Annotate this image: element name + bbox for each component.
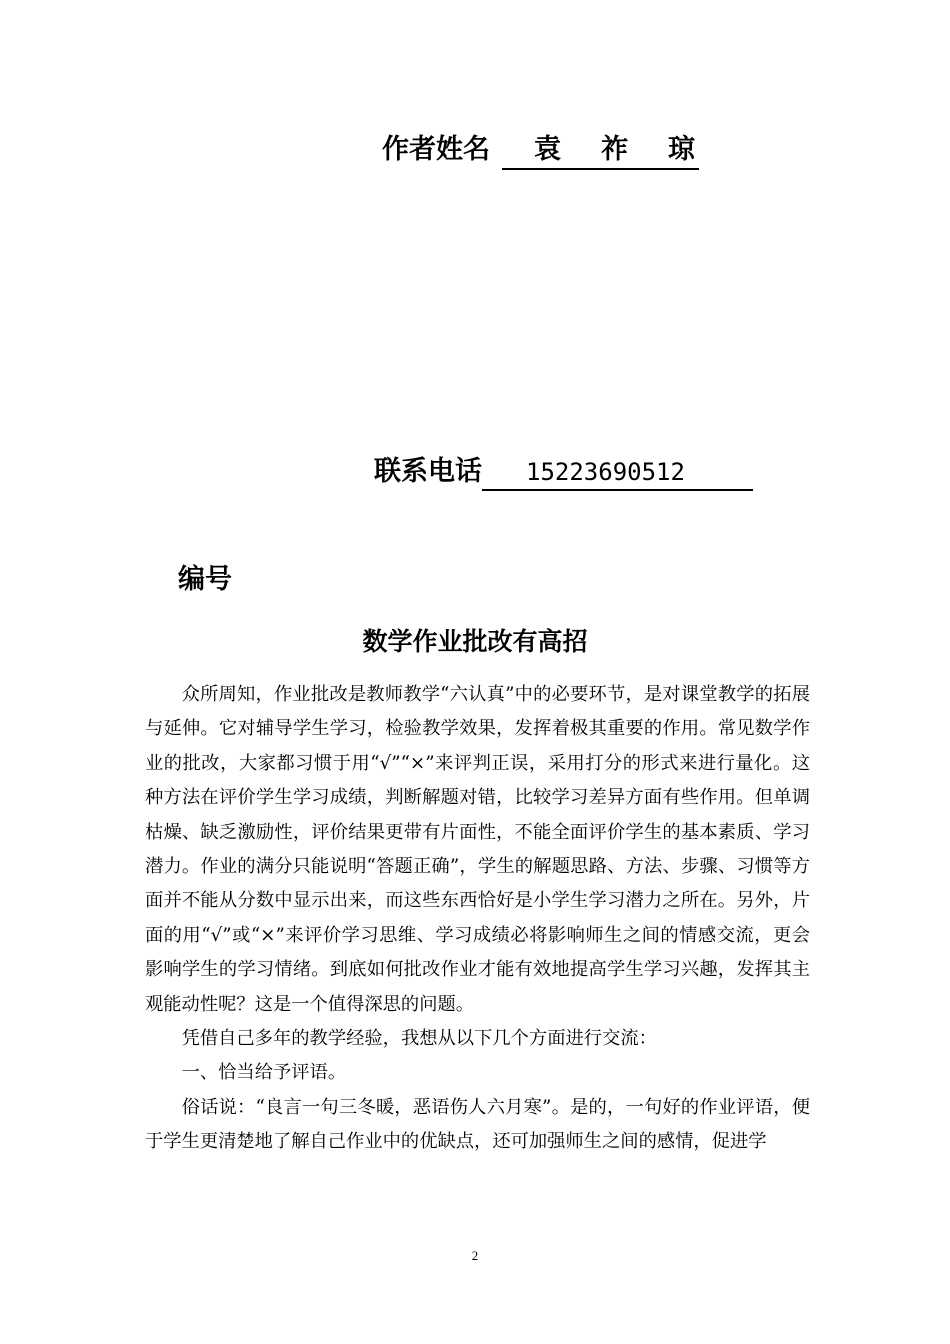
body-paragraph: 凭借自己多年的教学经验，我想从以下几个方面进行交流：: [181, 1028, 657, 1050]
article-body: [145, 678, 810, 1160]
author-name-char: 袁: [534, 134, 601, 165]
author-name-line: [382, 128, 699, 172]
contact-phone-value: 15223690512: [482, 455, 753, 491]
contact-phone-label: 联系电话: [374, 456, 482, 487]
section-heading: 一、恰当给予评语。: [181, 1062, 347, 1084]
body-paragraph: 众所周知，作业批改是教师教学“六认真”中的必要环节，是对课堂教学的拓展与延伸。它对辅导学生学习，检验教学效果，发挥着极其重要的作用。常见数学作业的批改，大家都习惯于用“√”“×”来评判正误，采用打分的形式来进行量化。这种方法在评价学生学习成绩，判断解题对错，比较学习差异方面有些作用。但单调枯燥、缺乏激励性，评价结果更带有片面性，不能全面评价学生的基本素质、学习潜力。作业的满分只能说明“答题正确”，学生的解题思路、方法、步骤、习惯等方面并不能从分数中显示出来，而这些东西恰好是小学生学习潜力之所在。另外，片面的用“√”或“×”来评价学习思维、学习成绩必将影响师生之间的情感交流，更会影响学生的学习情绪。到底如何批改作业才能有效地提高学生学习兴趣，发挥其主观能动性呢？这是一个值得深思的问题。: [145, 684, 810, 1015]
article-title: 数学作业批改有高招: [362, 627, 588, 656]
contact-phone-line: [374, 452, 753, 492]
author-name-char: 琼: [668, 134, 695, 165]
author-name-value: [502, 132, 699, 170]
body-paragraph: 俗话说：“良言一句三冬暖，恶语伤人六月寒”。是的，一句好的作业评语，便于学生更清楚地了解自己作业中的优缺点，还可加强师生之间的感情，促进学: [145, 1096, 810, 1153]
author-name-char: 祚: [601, 134, 668, 165]
author-name-label: 作者姓名: [382, 134, 490, 165]
serial-number-label: 编号: [178, 564, 232, 595]
page-number: 2: [471, 1248, 479, 1263]
